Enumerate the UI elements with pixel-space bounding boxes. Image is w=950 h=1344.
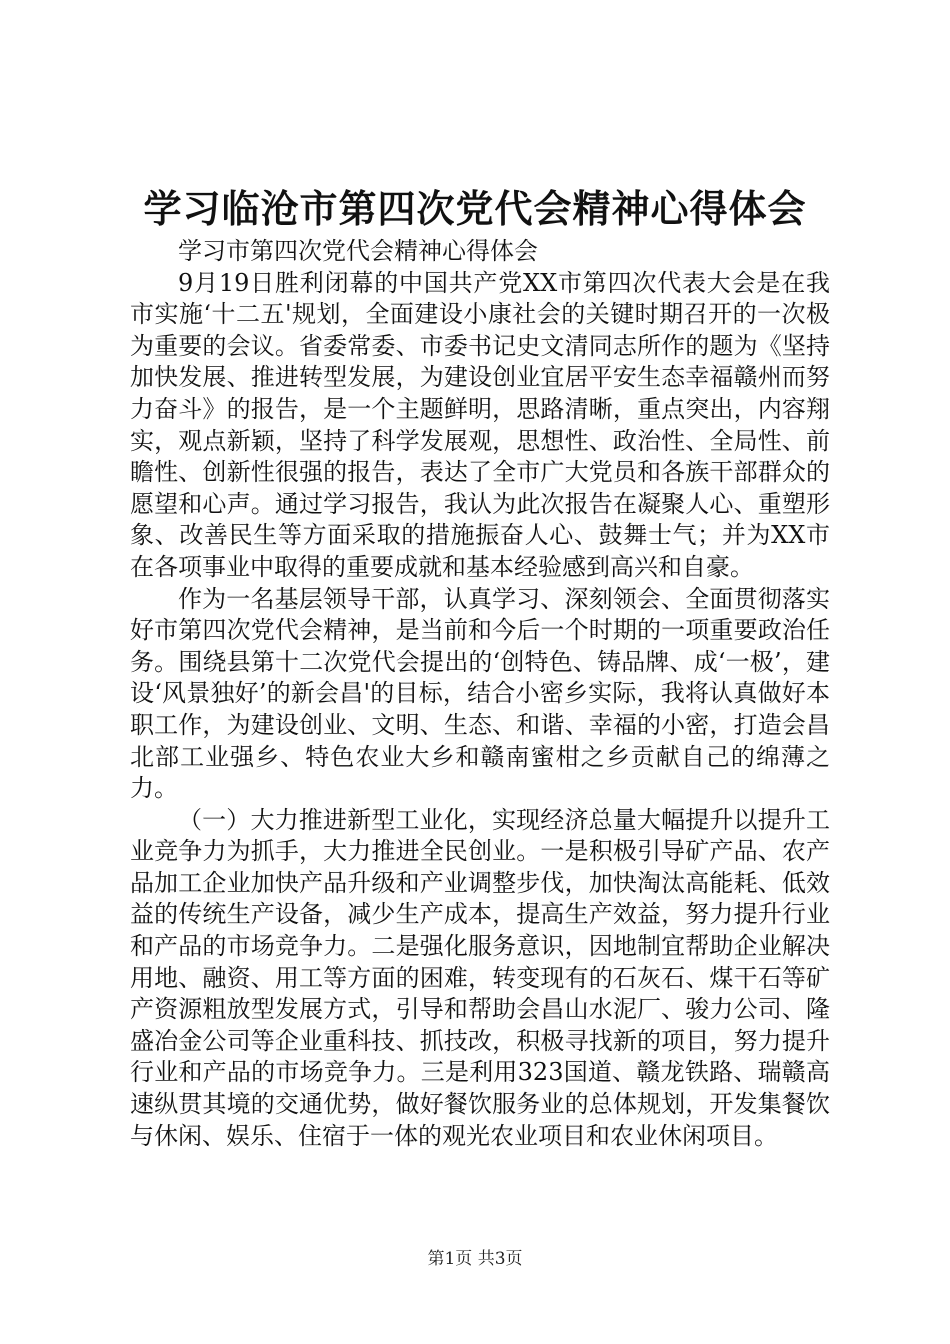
body-paragraph-2: 作为一名基层领导干部，认真学习、深刻领会、全面贯彻落实好市第四次党代会精神，是当前和今后一个时期的一项重要政治任务。围绕县第十二次党代会提出的‘创特色、铸品牌、成‘一极’，建设‘风景独好’的新会昌'的目标，结合小密乡实际，我将认真做好本职工作，为建设创业、文明、生态、和谐、幸福的小密，打造会昌北部工业强乡、特色农业大乡和赣南蜜柑之乡贡献自己的绵薄之力。 xyxy=(130,584,830,803)
body-paragraph-3: （一）大力推进新型工业化，实现经济总量大幅提升以提升工业竞争力为抓手，大力推进全民创业。一是积极引导矿产品、农产品加工企业加快产品升级和产业调整步伐，加快淘汰高能耗、低效益的传统生产设备，减少生产成本，提高生产效益，努力提升行业和产品的市场竞争力。二是强化服务意识，因地制宜帮助企业解决用地、融资、用工等方面的困难，转变现有的石灰石、煤干石等矿产资源粗放型发展方式，引导和帮助会昌山水泥厂、骏力公司、隆盛冶金公司等企业重科技、抓技改，积极寻找新的项目，努力提升行业和产品的市场竞争力。三是利用323国道、赣龙铁路、瑞赣高速纵贯其境的交通优势，做好餐饮服务业的总体规划，开发集餐饮与休闲、娱乐、住宿于一体的观光农业项目和农业休闲项目。 xyxy=(130,805,830,1150)
document-title: 学习临沧市第四次党代会精神心得体会 xyxy=(143,186,807,231)
document-subtitle: 学习市第四次党代会精神心得体会 xyxy=(178,237,538,265)
document-body xyxy=(130,236,830,1152)
body-paragraph-1: 9月19日胜利闭幕的中国共产党XX市第四次代表大会是在我市实施‘十二五'规划，全面建设小康社会的关键时期召开的一次极为重要的会议。省委常委、市委书记史文清同志所作的题为《坚持加快发展、推进转型发展，为建设创业宜居平安生态幸福赣州而努力奋斗》的报告，是一个主题鲜明，思路清晰，重点突出，内容翔实，观点新颖，坚持了科学发展观，思想性、政治性、全局性、前瞻性、创新性很强的报告，表达了全市广大党员和各族干部群众的愿望和心声。通过学习报告，我认为此次报告在凝聚人心、重塑形象、改善民生等方面采取的措施振奋人心、鼓舞士气；并为XX市在各项事业中取得的重要成就和基本经验感到高兴和自豪。 xyxy=(130,268,830,581)
page-number-footer: 第1页 共3页 xyxy=(427,1249,523,1269)
